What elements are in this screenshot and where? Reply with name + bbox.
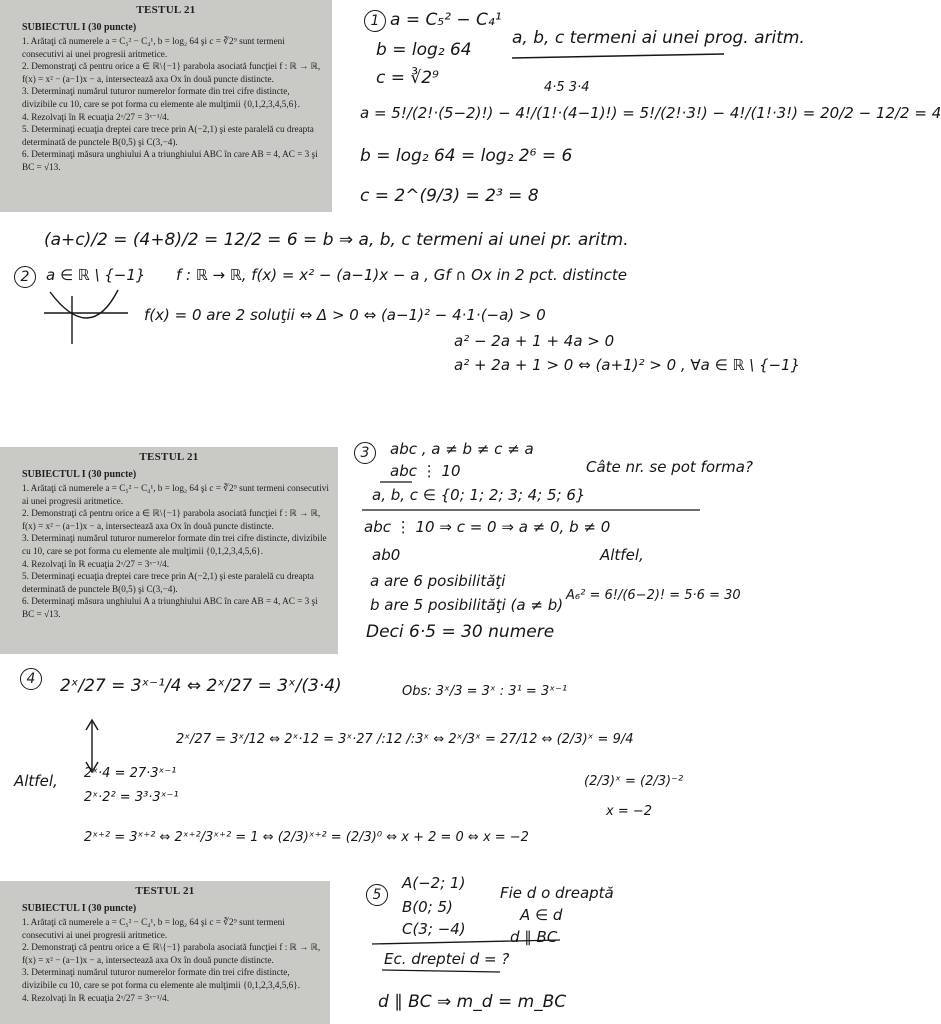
p3-line-7: b are 5 posibilităţi (a ≠ b) xyxy=(370,596,564,614)
exam-question-5: 5. Determinaţi ecuaţia dreptei care trece prin A(−2,1) şi este paralelă cu dreapta determinată de punctele B(0,5) şi C(3,−4). xyxy=(22,571,314,594)
p5-a-in-d: A ∈ d xyxy=(520,906,563,924)
p5-question: Ec. dreptei d = ? xyxy=(384,950,510,968)
exam-question-4: 4. Rezolvaţi în ℝ ecuaţia 2ˣ/27 = 3ˣ⁻¹/4. xyxy=(22,111,170,122)
exam-question-4: 4. Rezolvaţi în ℝ ecuaţia 2ˣ/27 = 3ˣ⁻¹/4. xyxy=(22,558,170,569)
p1-line-c: c = 2^(9/3) = 2³ = 8 xyxy=(360,186,539,206)
exam-question-1: 1. Arătaţi că numerele a = C₅² − C₄¹, b = log₂ 64 şi c = ∛2⁹ sunt termeni consecutivi ai unei progresii aritmetice. xyxy=(22,917,285,940)
p5-point-b: B(0; 5) xyxy=(402,898,453,916)
exam-title: TESTUL 21 xyxy=(139,451,199,463)
p4-line-1: 2ˣ/27 = 3ˣ⁻¹/4 ⇔ 2ˣ/27 = 3ˣ/(3·4) xyxy=(60,676,342,696)
exam-question-3: 3. Determinaţi numărul tuturor numerelor formate din trei cifre distincte, divizibile cu 10, care se pot forma cu elemente ale mulţimii {0,1,2,3,4,5,6}. xyxy=(22,86,300,109)
p4-alt-label: Altfel, xyxy=(14,772,58,790)
p5-line-1: d ∥ BC ⇒ m_d = m_BC xyxy=(378,992,567,1012)
problem-1-number: 1 xyxy=(364,10,386,32)
p4-line-3: (2/3)ˣ = (2/3)⁻² xyxy=(584,774,684,789)
exam-question-2: 2. Demonstraţi că pentru orice a ∈ ℝ\{−1} parabola asociată funcţiei f : ℝ → ℝ, f(x) = x² − (a−1)x − a, intersectează axa Ox în două puncte distincte. xyxy=(22,61,321,84)
exam-section: SUBIECTUL I (30 puncte) xyxy=(22,22,137,33)
p1-goal: a, b, c termeni ai unei prog. aritm. xyxy=(512,28,805,48)
p1-line-b: b = log₂ 64 = log₂ 2⁶ = 6 xyxy=(360,146,573,166)
p3-line-4: abc ⋮ 10 ⇒ c = 0 ⇒ a ≠ 0, b ≠ 0 xyxy=(364,518,611,536)
exam-question-1: 1. Arătaţi că numerele a = C₅² − C₄¹, b = log₂ 64 şi c = ∛2⁹ sunt termeni consecutivi ai unei progresii aritmetice. xyxy=(22,36,285,59)
p4-alt-2: 2ˣ·2² = 3³·3ˣ⁻¹ xyxy=(84,790,179,805)
p4-alt-1: 2ˣ·4 = 27·3ˣ⁻¹ xyxy=(84,766,177,781)
p2-line-2: a² − 2a + 1 + 4a > 0 xyxy=(454,332,615,350)
p2-given: a ∈ ℝ \ {−1} xyxy=(46,266,146,284)
p1-def-b: b = log₂ 64 xyxy=(376,40,472,60)
exam-question-5: 5. Determinaţi ecuaţia dreptei care trece prin A(−2,1) şi este paralelă cu dreapta determinată de punctele B(0,5) şi C(3,−4). xyxy=(22,124,314,147)
p3-line-1: abc , a ≠ b ≠ c ≠ a xyxy=(390,440,534,458)
p3-alt-formula: A₆² = 6!/(6−2)! = 5·6 = 30 xyxy=(566,588,741,603)
p5-parallel: d ∥ BC xyxy=(510,928,558,946)
p3-question: Câte nr. se pot forma? xyxy=(586,458,753,476)
p4-line-2: 2ˣ/27 = 3ˣ/12 ⇔ 2ˣ·12 = 3ˣ·27 /:12 /:3ˣ ⇔ 2ˣ/3ˣ = 27/12 ⇔ (2/3)ˣ = 9/4 xyxy=(176,732,634,747)
p1-def-c: c = ∛2⁹ xyxy=(376,68,439,88)
problem-3-number: 3 xyxy=(354,442,376,464)
exam-question-2: 2. Demonstraţi că pentru orice a ∈ ℝ\{−1} parabola asociată funcţiei f : ℝ → ℝ, f(x) = x² − (a−1)x − a, intersectează axa Ox în două puncte distincte. xyxy=(22,508,321,531)
exam-question-4: 4. Rezolvaţi în ℝ ecuaţia 2ˣ/27 = 3ˣ⁻¹/4. xyxy=(22,992,170,1003)
exam-title: TESTUL 21 xyxy=(136,4,196,16)
exam-question-3: 3. Determinaţi numărul tuturor numerelor formate din trei cifre distincte, divizibile cu 10, care se pot forma cu elemente ale mulţimii {0,1,2,3,4,5,6}. xyxy=(22,533,327,556)
exam-question-6: 6. Determinaţi măsura unghiului A a triunghiului ABC în care AB = 4, AC = 3 şi BC = √13. xyxy=(22,149,318,172)
p4-obs: Obs: 3ˣ/3 = 3ˣ : 3¹ = 3ˣ⁻¹ xyxy=(402,684,568,699)
exam-question-3: 3. Determinaţi numărul tuturor numerelor formate din trei cifre distincte, divizibile cu 10, care se pot forma cu elemente ale mulţimii {0,1,2,3,4,5,6}. xyxy=(22,967,300,990)
exam-question-1: 1. Arătaţi că numerele a = C₅² − C₄¹, b = log₂ 64 şi c = ∛2⁹ sunt termeni consecutivi ai unei progresii aritmetice. xyxy=(22,483,329,506)
p4-line-4: x = −2 xyxy=(606,804,653,819)
p2-function: f : ℝ → ℝ, f(x) = x² − (a−1)x − a , Gf ∩ Ox in 2 pct. distincte xyxy=(176,266,627,284)
p1-def-a: a = C₅² − C₄¹ xyxy=(390,10,502,30)
p5-point-a: A(−2; 1) xyxy=(402,874,466,892)
p3-line-8: Deci 6·5 = 30 numere xyxy=(366,622,555,642)
p4-alt-3: 2ˣ⁺² = 3ˣ⁺² ⇔ 2ˣ⁺²/3ˣ⁺² = 1 ⇔ (2/3)ˣ⁺² = (2/3)⁰ ⇔ x + 2 = 0 ⇔ x = −2 xyxy=(84,830,529,845)
p2-line-3: a² + 2a + 1 > 0 ⇔ (a+1)² > 0 , ∀a ∈ ℝ \ {−1} xyxy=(454,356,801,374)
p1-line-a: a = 5!/(2!·(5−2)!) − 4!/(1!·(4−1)!) = 5!/(2!·3!) − 4!/(1!·3!) = 20/2 − 12/2 = 4 xyxy=(360,104,941,122)
exam-question-6: 6. Determinaţi măsura unghiului A a triunghiului ABC în care AB = 4, AC = 3 şi BC = √13. xyxy=(22,596,318,619)
p3-alt-label: Altfel, xyxy=(600,546,644,564)
exam-section: SUBIECTUL I (30 puncte) xyxy=(22,469,137,480)
p3-line-3: a, b, c ∈ {0; 1; 2; 3; 4; 5; 6} xyxy=(372,486,586,504)
p5-fie: Fie d o dreaptă xyxy=(500,884,614,902)
exam-section: SUBIECTUL I (30 puncte) xyxy=(22,903,137,914)
p5-point-c: C(3; −4) xyxy=(402,920,466,938)
problem-2-number: 2 xyxy=(14,266,36,288)
exam-title: TESTUL 21 xyxy=(135,885,195,897)
p2-line-1: f(x) = 0 are 2 soluţii ⇔ Δ > 0 ⇔ (a−1)² − 4·1·(−a) > 0 xyxy=(144,306,546,324)
exam-question-2: 2. Demonstraţi că pentru orice a ∈ ℝ\{−1} parabola asociată funcţiei f : ℝ → ℝ, f(x) = x² − (a−1)x − a, intersectează axa Ox în două puncte distincte. xyxy=(22,942,321,965)
problem-4-number: 4 xyxy=(20,668,42,690)
p3-line-2: abc ⋮ 10 xyxy=(390,462,461,480)
p3-line-6: a are 6 posibilităţi xyxy=(370,572,506,590)
p1-hint-a: 4·5 3·4 xyxy=(544,80,590,95)
p1-conclusion: (a+c)/2 = (4+8)/2 = 12/2 = 6 = b ⇒ a, b, c termeni ai unei pr. aritm. xyxy=(44,230,629,250)
p3-line-5: ab0 xyxy=(372,546,401,564)
problem-5-number: 5 xyxy=(366,884,388,906)
